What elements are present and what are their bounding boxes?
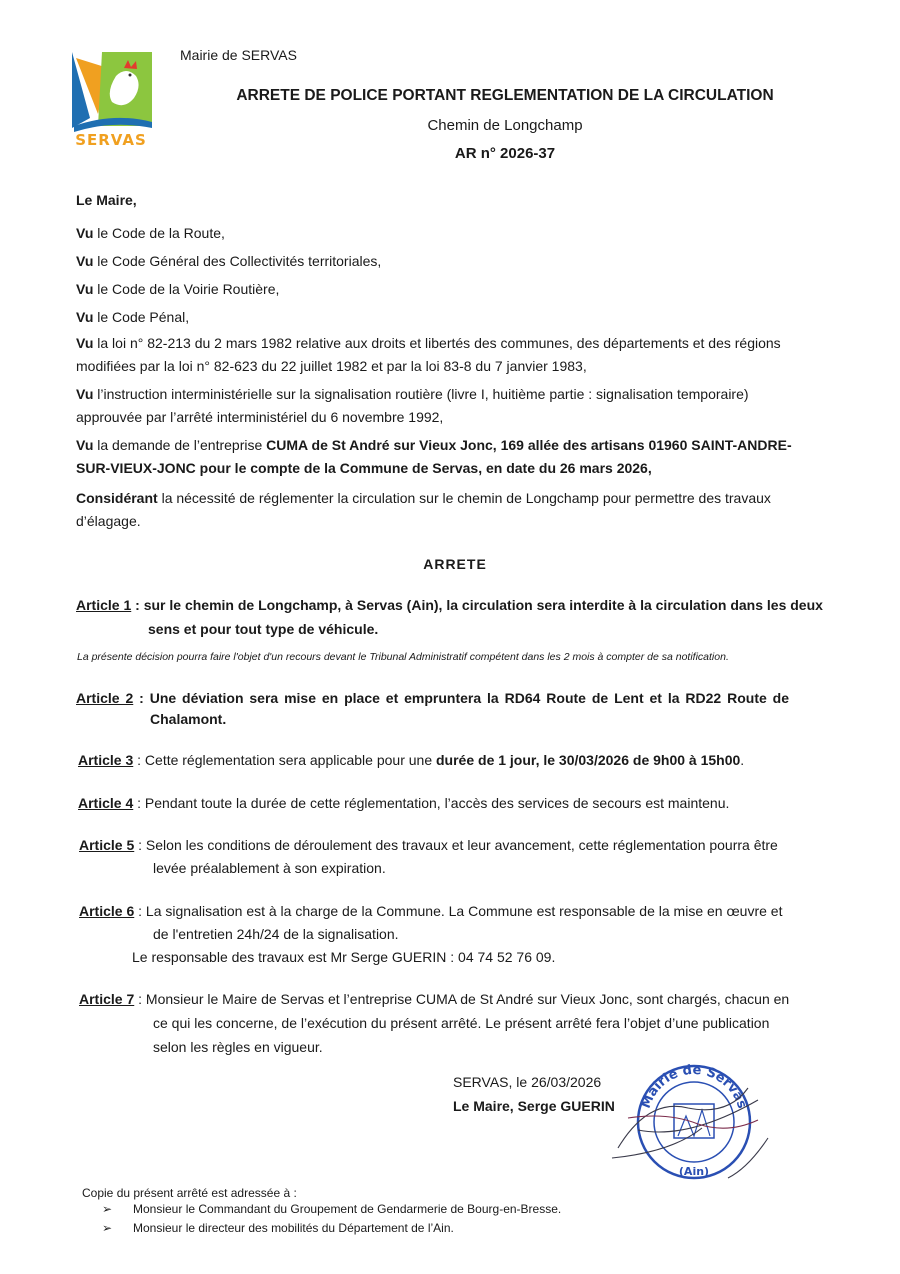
copies-intro: Copie du présent arrêté est adressée à : <box>82 1186 297 1200</box>
article-7: Article 7 : Monsieur le Maire de Servas et l’entreprise CUMA de St André sur Vieux Jonc, sont chargés, chacun en <box>79 991 790 1007</box>
vu-line-5: Vu la loi n° 82-213 du 2 mars 1982 relative aux droits et libertés des communes, des départements et des régions <box>76 335 781 351</box>
svg-text:Mairie de Servas: Mairie de Servas <box>638 1062 750 1111</box>
copies-item: ➢ Monsieur le Commandant du Groupement de Gendarmerie de Bourg-en-Bresse. <box>102 1202 562 1216</box>
vu-line-6: Vu l’instruction interministérielle sur la signalisation routière (livre I, huitième partie : signalisation temporaire) <box>76 386 749 402</box>
article-1-cont: sens et pour tout type de véhicule. <box>148 621 379 637</box>
vu-line-7-cont: SUR-VIEUX-JONC pour le compte de la Commune de Servas, en date du 26 mars 2026, <box>76 460 652 476</box>
article-7-cont-1: ce qui les concerne, de l’exécution du présent arrêté. Le présent arrêté fera l’objet d’une publication <box>153 1015 770 1031</box>
article-2-cont: Chalamont. <box>150 711 227 727</box>
article-7-cont-2: selon les règles en vigueur. <box>153 1039 323 1055</box>
vu-line-2: Vu le Code Général des Collectivités territoriales, <box>76 253 382 269</box>
article-2: Article 2 : Une déviation sera mise en place et empruntera la RD64 Route de Lent et la RD22 Route de <box>76 690 789 706</box>
official-stamp <box>608 1058 780 1188</box>
considerant-cont: d’élagage. <box>76 513 141 529</box>
article-6-responsable: Le responsable des travaux est Mr Serge GUERIN : 04 74 52 76 09. <box>132 949 556 965</box>
arrow-bullet-icon: ➢ <box>102 1202 113 1216</box>
recours-notice: La présente décision pourra faire l'objet d'un recours devant le Tribunal Administratif compétent dans les 2 mois à compter de sa notification. <box>77 651 729 663</box>
signer-name: Le Maire, Serge GUERIN <box>453 1098 615 1114</box>
article-3: Article 3 : Cette réglementation sera applicable pour une durée de 1 jour, le 30/03/2026 de 9h00 à 15h00. <box>78 752 745 768</box>
arrete-number: AR n° 2026-37 <box>454 145 556 162</box>
article-6-cont: de l'entretien 24h/24 de la signalisation. <box>153 926 399 942</box>
document-subtitle: Chemin de Longchamp <box>427 117 583 134</box>
vu-line-7: Vu la demande de l’entreprise CUMA de St André sur Vieux Jonc, 169 allée des artisans 01960 SAINT-ANDRE- <box>76 437 792 453</box>
copies-item: ➢ Monsieur le directeur des mobilités du Département de l’Ain. <box>102 1221 454 1235</box>
vu-line-5-cont: modifiées par la loi n° 82-623 du 22 juillet 1982 et par la loi 83-8 du 7 janvier 1983, <box>76 358 587 374</box>
considerant-line: Considérant la nécessité de réglementer la circulation sur le chemin de Longchamp pour permettre des travaux <box>76 490 771 506</box>
vu-line-3: Vu le Code de la Voirie Routière, <box>76 281 280 297</box>
arrow-bullet-icon: ➢ <box>102 1221 113 1235</box>
article-5: Article 5 : Selon les conditions de déroulement des travaux et leur avancement, cette réglementation pourra être <box>79 837 778 853</box>
article-5-cont: levée préalablement à son expiration. <box>153 860 386 876</box>
maire-heading: Le Maire, <box>76 192 137 208</box>
vu-line-4: Vu le Code Pénal, <box>76 309 190 325</box>
mairie-name: Mairie de SERVAS <box>180 47 297 63</box>
vu-line-6-cont: approuvée par l’arrêté interministériel du 6 novembre 1992, <box>76 409 444 425</box>
document-title: ARRETE DE POLICE PORTANT REGLEMENTATION DE LA CIRCULATION <box>236 87 774 104</box>
svg-text:SERVAS: SERVAS <box>75 131 147 148</box>
article-6: Article 6 : La signalisation est à la charge de la Commune. La Commune est responsable de la mise en œuvre et <box>79 903 783 919</box>
article-1: Article 1 : sur le chemin de Longchamp, à Servas (Ain), la circulation sera interdite à la circulation dans les deux <box>76 597 823 613</box>
arrete-heading: ARRETE <box>423 556 487 572</box>
svg-text:(Ain): (Ain) <box>678 1165 710 1178</box>
article-4: Article 4 : Pendant toute la durée de cette réglementation, l’accès des services de secours est maintenu. <box>78 795 730 811</box>
place-date: SERVAS, le 26/03/2026 <box>453 1074 602 1090</box>
vu-line-1: Vu le Code de la Route, <box>76 225 225 241</box>
